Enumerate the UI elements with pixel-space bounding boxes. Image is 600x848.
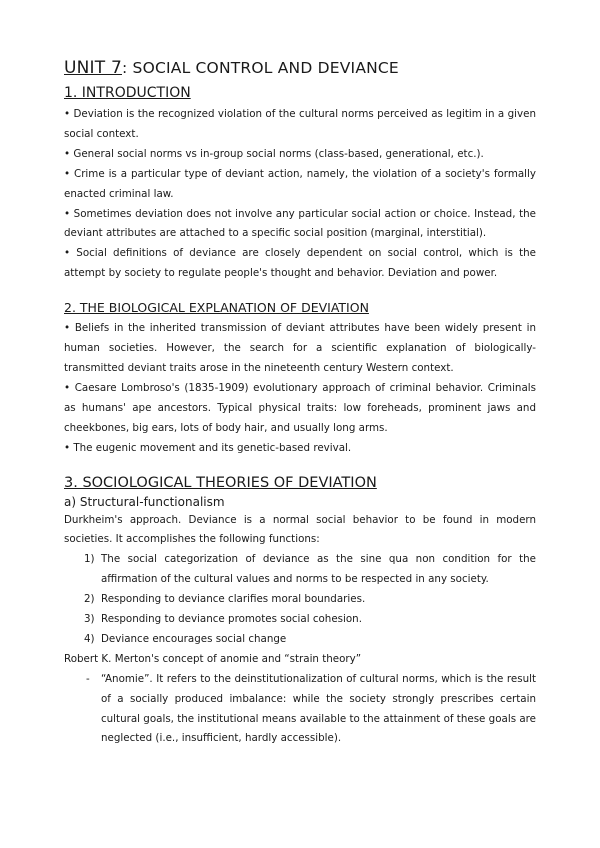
list-item: [64, 550, 536, 590]
spacer: [64, 459, 536, 475]
section3-subheading: a) Structural-functionalism: [64, 494, 225, 509]
list-item: [64, 630, 536, 650]
section1-paragraph: • General social norms vs in-group social norms (class-based, generational, etc.).: [64, 147, 484, 160]
spacer: [64, 284, 536, 300]
section1-paragraph: • Social definitions of deviance are closely dependent on social control, which is the attempt by society to regulate people's thought and behavior. Deviation and power.: [64, 247, 536, 280]
section1-paragraph: • Deviation is the recognized violation of the cultural norms perceived as legitim in a given social context.: [64, 108, 536, 140]
anomie-list: [64, 670, 536, 750]
list-number: 1): [84, 553, 95, 566]
section2-heading: 2. THE BIOLOGICAL EXPLANATION OF DEVIATION: [64, 300, 369, 316]
list-dash: -: [86, 672, 90, 685]
list-text: The social categorization of deviance as the sine qua non condition for the affirmation of the cultural values and norms to be respected in any society.: [101, 553, 536, 586]
section3-heading: 3. SOCIOLOGICAL THEORIES OF DEVIATION: [64, 474, 377, 491]
section2-paragraph: • Beliefs in the inherited transmission of deviant attributes have been widely present in human societies. However, the search for a scientific explanation of biologically-transmitted deviant traits arose in the nineteenth century Western context.: [64, 322, 536, 374]
list-text: Responding to deviance clarifies moral boundaries.: [101, 593, 366, 606]
list-number: 3): [84, 613, 95, 626]
unit-label: UNIT 7: [64, 58, 122, 78]
document-content: [64, 58, 536, 749]
section1-paragraph: • Crime is a particular type of deviant action, namely, the violation of a society's formally enacted criminal law.: [64, 167, 536, 200]
list-item: [64, 610, 536, 630]
durkheim-intro: Durkheim's approach. Deviance is a normal social behavior to be found in modern societies. It accomplishes the following functions:: [64, 513, 536, 546]
functions-list: [64, 550, 536, 650]
unit-title: : SOCIAL CONTROL AND DEVIANCE: [121, 59, 399, 77]
list-text: Responding to deviance promotes social cohesion.: [101, 613, 362, 626]
list-item: [64, 590, 536, 610]
page-title: [64, 58, 536, 78]
merton-line: Robert K. Merton's concept of anomie and “strain theory”: [64, 652, 362, 665]
list-text: Deviance encourages social change: [101, 632, 287, 645]
section2-paragraph: • Caesare Lombroso's (1835-1909) evolutionary approach of criminal behavior. Criminals as humans' ape ancestors. Typical physical traits: low foreheads, prominent jaws and cheekbones, big ears, lots of body hair, and usually long arms.: [64, 381, 536, 434]
list-number: 4): [84, 632, 95, 645]
section1-heading: 1. INTRODUCTION: [64, 85, 191, 101]
section1-paragraph: • Sometimes deviation does not involve any particular social action or choice. Instead, the deviant attributes are attached to a specific social position (marginal, interstitial).: [64, 207, 536, 240]
section2-paragraph: • The eugenic movement and its genetic-based revival.: [64, 441, 352, 454]
list-number: 2): [84, 593, 95, 606]
list-item: [64, 670, 536, 750]
list-text: “Anomie”. It refers to the deinstitutionalization of cultural norms, which is the result of a socially produced imbalance: while the society strongly prescribes certain cultural goals, the institutional means available to the attainment of these goals are neglected (i.e., insufficient, hardly accessible).: [101, 672, 536, 745]
